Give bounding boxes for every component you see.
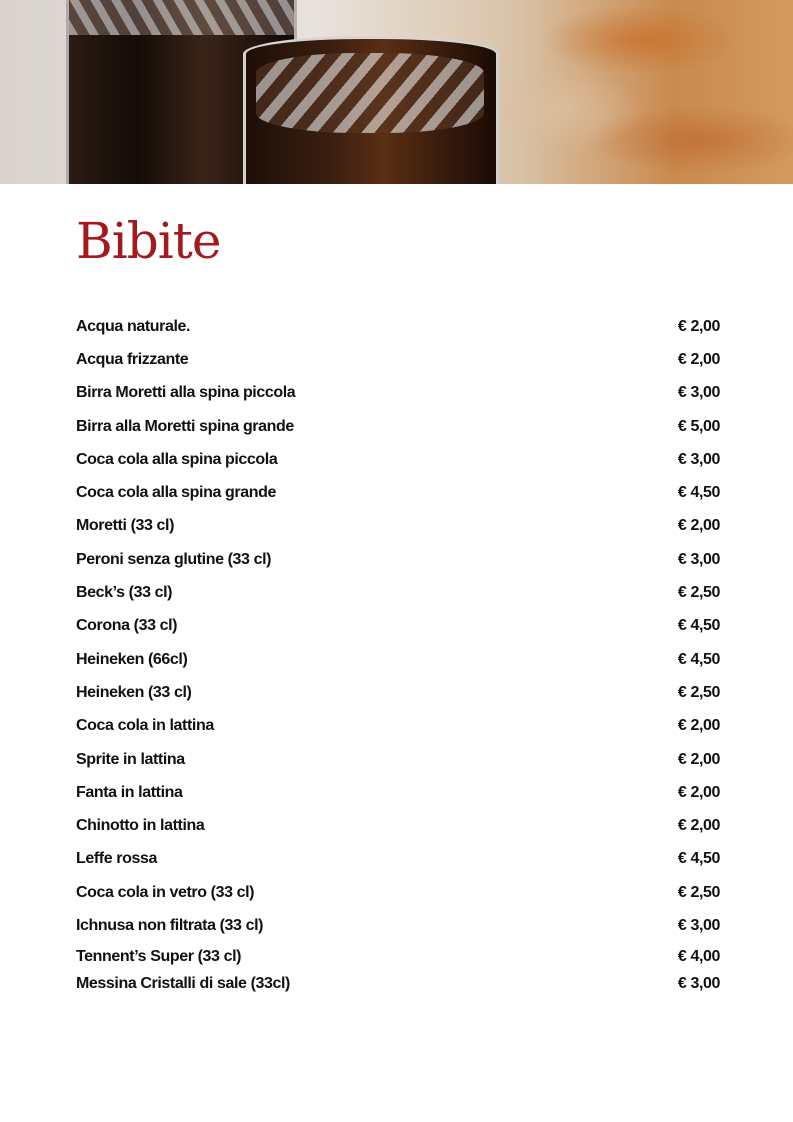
menu-item [76,543,720,576]
ice-cubes [69,0,294,35]
menu-item-name: Corona (33 cl) [76,617,178,635]
header-photo-cola-glasses [0,0,793,184]
menu-item-name: Acqua frizzante [76,350,189,368]
menu-item-price: € 4,50 [677,617,720,635]
menu-item-name: Heineken (33 cl) [76,683,192,701]
menu-item [76,676,720,709]
menu-item-name: Chinotto in lattina [76,817,205,835]
menu-item-name: Sprite in lattina [76,750,185,768]
menu-item-price: € 3,00 [677,916,720,934]
menu-item-name: Coca cola alla spina grande [76,484,276,502]
menu-item-name: Peroni senza glutine (33 cl) [76,550,272,568]
page-title: Bibite [76,212,221,270]
menu-item [76,310,720,343]
menu-item-name: Birra Moretti alla spina piccola [76,384,296,402]
menu-item-price: € 2,00 [677,517,720,535]
menu-item-price: € 3,00 [677,975,720,993]
menu-item [76,510,720,543]
menu-item [76,909,720,942]
menu-item-price: € 2,00 [677,350,720,368]
menu-item [76,343,720,376]
menu-item-price: € 5,00 [677,417,720,435]
menu-item-price: € 2,00 [677,783,720,801]
menu-item [76,809,720,842]
menu-item [76,610,720,643]
menu-item-name: Leffe rossa [76,850,157,868]
menu-item-name: Tennent’s Super (33 cl) [76,947,242,965]
menu-item-name: Heineken (66cl) [76,650,188,668]
menu-item-price: € 3,00 [677,550,720,568]
menu-item [76,743,720,776]
menu-item-price: € 2,00 [677,317,720,335]
menu-item-price: € 2,50 [677,683,720,701]
menu-item [76,710,720,743]
cola-glass-right [243,36,499,184]
menu-item-price: € 2,50 [677,883,720,901]
menu-item-name: Fanta in lattina [76,783,183,801]
menu-item-price: € 3,00 [677,450,720,468]
menu-item [76,643,720,676]
menu-item-name: Coca cola alla spina piccola [76,450,278,468]
menu-item [76,943,720,971]
menu-item-price: € 3,00 [677,384,720,402]
menu-item-name: Messina Cristalli di sale (33cl) [76,975,290,993]
menu-item [76,843,720,876]
menu-item-price: € 2,00 [677,750,720,768]
menu-item-price: € 4,50 [677,484,720,502]
menu-item-name: Birra alla Moretti spina grande [76,417,294,435]
menu-item-name: Coca cola in lattina [76,717,214,735]
menu-item-name: Moretti (33 cl) [76,517,175,535]
menu-item-name: Ichnusa non filtrata (33 cl) [76,916,264,934]
menu-item [76,443,720,476]
menu-item [76,971,720,998]
drinks-menu-list [76,310,720,998]
menu-item-price: € 4,00 [677,947,720,965]
menu-item [76,776,720,809]
menu-item [76,576,720,609]
menu-item-price: € 4,50 [677,650,720,668]
menu-item-price: € 2,50 [677,584,720,602]
menu-item-name: Coca cola in vetro (33 cl) [76,883,255,901]
menu-item-name: Beck’s (33 cl) [76,584,173,602]
menu-item [76,377,720,410]
menu-item-price: € 2,00 [677,717,720,735]
menu-item [76,876,720,909]
menu-item-name: Acqua naturale. [76,317,191,335]
ice-cubes [256,53,484,133]
menu-item-price: € 2,00 [677,817,720,835]
menu-item-price: € 4,50 [677,850,720,868]
menu-item [76,476,720,509]
menu-item [76,410,720,443]
